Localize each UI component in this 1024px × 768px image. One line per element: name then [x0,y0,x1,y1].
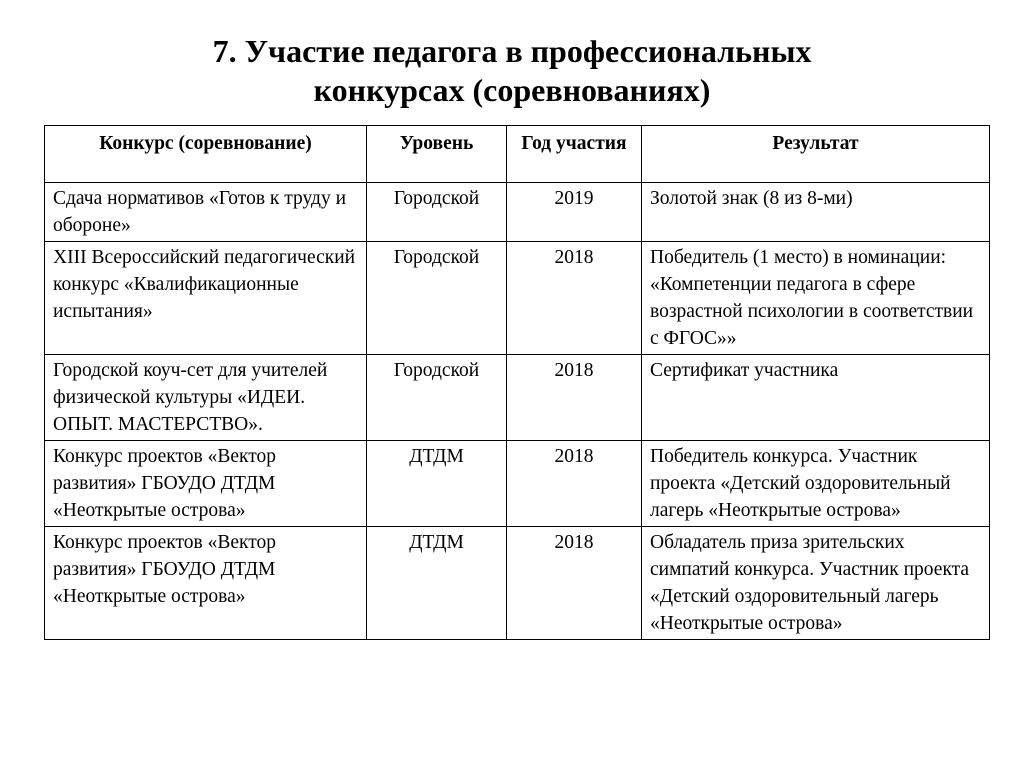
cell-result: Победитель конкурса. Участник проекта «Детский оздоровительный лагерь «Неоткрытые острова» [642,441,990,527]
cell-result: Золотой знак (8 из 8-ми) [642,183,990,242]
cell-level: Городской [367,242,507,355]
header-result: Результат [642,126,990,183]
table-row [45,183,990,242]
page-title-line-1: 7. Участие педагога в профессиональных [212,33,812,69]
page-title [0,32,1024,110]
cell-year: 2018 [507,355,642,441]
cell-result: Победитель (1 место) в номинации: «Компетенции педагога в сфере возрастной психологии в соответствии с ФГОС»» [642,242,990,355]
cell-level: Городской [367,355,507,441]
header-level: Уровень [367,126,507,183]
cell-competition: XIII Всероссийский педагогический конкурс «Квалификационные испытания» [45,242,367,355]
cell-competition: Конкурс проектов «Вектор развития» ГБОУДО ДТДМ «Неоткрытые острова» [45,527,367,640]
header-year: Год участия [507,126,642,183]
cell-year: 2019 [507,183,642,242]
cell-year: 2018 [507,242,642,355]
cell-level: ДТДМ [367,527,507,640]
cell-result: Обладатель приза зрительских симпатий конкурса. Участник проекта «Детский оздоровительный лагерь «Неоткрытые острова» [642,527,990,640]
competitions-table [44,125,990,640]
page-title-line-2: конкурсах (соревнованиях) [313,72,711,108]
cell-competition: Конкурс проектов «Вектор развития» ГБОУДО ДТДМ «Неоткрытые острова» [45,441,367,527]
cell-year: 2018 [507,441,642,527]
table-row [45,355,990,441]
cell-result: Сертификат участника [642,355,990,441]
cell-competition: Сдача нормативов «Готов к труду и обороне» [45,183,367,242]
table-row [45,527,990,640]
table-header-row [45,126,990,183]
table-row [45,441,990,527]
cell-level: Городской [367,183,507,242]
cell-year: 2018 [507,527,642,640]
table-row [45,242,990,355]
cell-level: ДТДМ [367,441,507,527]
header-competition: Конкурс (соревнование) [45,126,367,183]
cell-competition: Городской коуч-сет для учителей физической культуры «ИДЕИ. ОПЫТ. МАСТЕРСТВО». [45,355,367,441]
